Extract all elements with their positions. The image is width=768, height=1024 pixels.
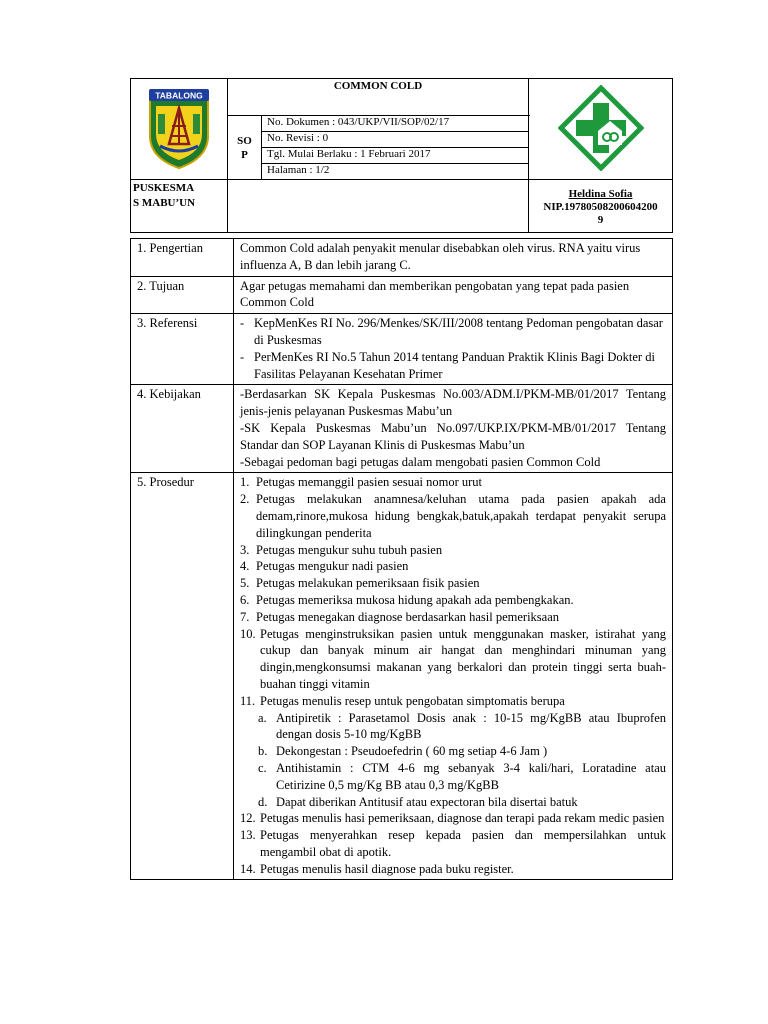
puskesmas-logo-icon — [558, 85, 644, 171]
section-label: 5. Prosedur — [131, 473, 234, 880]
item-text: Antihistamin : CTM 4-6 mg sebanyak 3-4 kali/hari, Loratadine atau Cetirizine 0,5 mg/Kg BB atau 0,3 mg/KgBB — [276, 760, 666, 792]
step-text: Petugas menginstruksikan pasien untuk menggunakan masker, istirahat yang cukup dan banyak minum air hangat dan menghindari minuman yang dingin,mengkonsumsi makanan yang berkalori dan protein tinggi serta buah-buahan tinggi vitamin — [260, 626, 666, 691]
signer-nip: NIP.19780508200604200 — [543, 201, 658, 213]
step-number: 13. — [240, 828, 256, 843]
step-text: Petugas melakukan pemeriksaan fisik pasien — [256, 576, 480, 591]
step-number: 12. — [240, 811, 256, 826]
item-text: Antipiretik : Parasetamol Dosis anak : 10-15 mg/KgBB atau Ibuprofen dengan dosis 5-10 mg/KgBB — [276, 710, 666, 742]
step-text: Petugas menulis hasi pemeriksaan, diagnose dan terapi pada rekam medic pasien — [260, 811, 665, 826]
meta-document-number: No. Dokumen : 043/UKP/VII/SOP/02/17 — [262, 116, 528, 132]
organization-name-line1: PUSKESMA — [133, 182, 195, 194]
item-mark: a. — [258, 710, 267, 725]
section-label: 2. Tujuan — [131, 276, 234, 314]
procedure-step — [240, 626, 666, 693]
policy-item: -SK Kepala Puskesmas Mabu’un No.097/UKP.IX/PKM-MB/01/2017 Tentang Standar dan SOP Layanan Klinis di Puskesmas Mabu’un — [240, 420, 666, 452]
medication-item — [240, 794, 666, 811]
step-text: Petugas melakukan anamnesa/keluhan utama pada pasien apakah ada demam,rinore,mukosa hidung bengkak,batuk,apakah terdapat penyakit serupa dilingkungan penderita — [256, 492, 666, 540]
medication-item — [240, 710, 666, 744]
sop-content-table — [130, 238, 673, 880]
procedure-step — [240, 609, 666, 626]
item-mark: c. — [258, 760, 267, 775]
step-number: 2. — [240, 492, 250, 507]
step-text: Petugas memanggil pasien sesuai nomor urut — [256, 475, 483, 490]
step-number: 5. — [240, 576, 250, 591]
procedure-step — [240, 542, 666, 559]
section-pengertian — [131, 239, 673, 277]
step-number: 11. — [240, 693, 256, 708]
reference-text: KepMenKes RI No. 296/Menkes/SK/III/2008 tentang Pedoman pengobatan dasar di Puskesmas — [254, 316, 663, 347]
step-text: Petugas menulis resep untuk pengobatan simptomatis berupa — [260, 693, 565, 708]
section-label: 4. Kebijakan — [131, 385, 234, 473]
meta-page: Halaman : 1/2 — [267, 164, 330, 176]
signer-name: Heldina Sofia — [568, 188, 633, 200]
step-number: 10. — [240, 626, 256, 641]
item-text: Dapat diberikan Antitusif atau expectoran bila disertai batuk — [276, 794, 578, 809]
procedure-step — [240, 810, 666, 827]
step-number: 1. — [240, 475, 250, 490]
step-text: Petugas menyerahkan resep kepada pasien dan mempersilahkan untuk mengambil obat di apotik. — [260, 828, 666, 859]
item-mark: b. — [258, 744, 268, 759]
procedure-step — [240, 827, 666, 861]
organization-name — [131, 180, 228, 233]
procedure-step — [240, 474, 666, 491]
policy-item: -Sebagai pedoman bagi petugas dalam mengobati pasien Common Cold — [240, 454, 601, 469]
step-number: 7. — [240, 609, 250, 624]
signer-nip-suffix: 9 — [597, 214, 604, 226]
step-number: 14. — [240, 861, 256, 876]
header-blank-cell — [228, 180, 529, 233]
meta-revision: No. Revisi : 0 — [262, 132, 528, 148]
step-text: Petugas mengukur nadi pasien — [256, 559, 409, 574]
step-text: Petugas menulis hasil diagnose pada buku register. — [260, 861, 514, 876]
step-text: Petugas mengukur suhu tubuh pasien — [256, 542, 443, 557]
section-kebijakan — [131, 385, 673, 473]
organization-name-line2: S MABU’UN — [133, 197, 196, 209]
section-prosedur — [131, 473, 673, 880]
sop-header-table — [130, 78, 673, 233]
step-text: Petugas menegakan diagnose berdasarkan hasil pemeriksaan — [256, 609, 560, 624]
logo-text: TABALONG — [155, 90, 203, 100]
procedure-step — [240, 575, 666, 592]
procedure-step — [240, 491, 666, 541]
procedure-step — [240, 558, 666, 575]
item-mark: d. — [258, 794, 268, 809]
section-text: Agar petugas memahami dan memberikan pengobatan yang tepat pada pasien Common Cold — [234, 276, 673, 314]
meta-start-date: Tgl. Mulai Berlaku : 1 Februari 2017 — [262, 148, 528, 164]
procedure-step — [240, 693, 666, 710]
step-number: 3. — [240, 542, 250, 557]
step-number: 6. — [240, 592, 250, 607]
sop-label: SO P — [228, 116, 262, 180]
medication-item — [240, 760, 666, 794]
procedure-step — [240, 592, 666, 609]
medication-item — [240, 743, 666, 760]
document-title: COMMON COLD — [228, 79, 529, 116]
item-text: Dekongestan : Pseudoefedrin ( 60 mg setiap 4-6 Jam ) — [276, 744, 548, 759]
procedure-step — [240, 861, 666, 878]
step-number: 4. — [240, 559, 250, 574]
document-meta — [262, 116, 529, 180]
puskesmas-logo-cell — [529, 79, 673, 180]
section-text: Common Cold adalah penyakit menular disebabkan oleh virus. RNA yaitu virus influenza A, B dan lebih jarang C. — [234, 239, 673, 277]
signature-block — [529, 180, 673, 233]
step-text: Petugas memeriksa mukosa hidung apakah ada pembengkakan. — [256, 592, 574, 607]
reference-text: PerMenKes RI No.5 Tahun 2014 tentang Panduan Praktik Klinis Bagi Dokter di Fasilitas Pelayanan Kesehatan Primer — [254, 349, 655, 381]
section-referensi — [131, 314, 673, 385]
tabalong-emblem-icon — [144, 86, 214, 170]
reference-item: - PerMenKes RI No.5 Tahun 2014 tentang Panduan Praktik Klinis Bagi Dokter di Fasilitas Pelayanan Kesehatan Primer — [240, 349, 655, 381]
regency-logo-cell — [131, 79, 228, 180]
policy-item: -Berdasarkan SK Kepala Puskesmas No.003/ADM.I/PKM-MB/01/2017 Tentang jenis-jenis pelayanan Puskesmas Mabu’un — [240, 387, 666, 419]
section-tujuan — [131, 276, 673, 314]
reference-item: - KepMenKes RI No. 296/Menkes/SK/III/2008 tentang Pedoman pengobatan dasar di Puskesmas — [240, 316, 663, 347]
section-label: 1. Pengertian — [131, 239, 234, 277]
section-label: 3. Referensi — [131, 314, 234, 385]
